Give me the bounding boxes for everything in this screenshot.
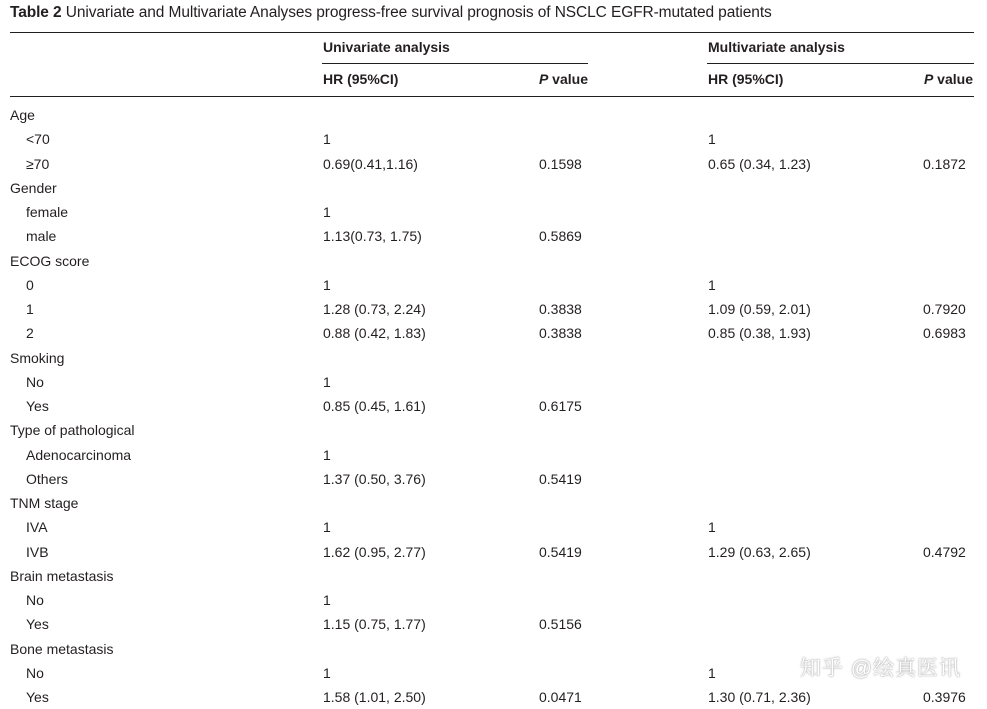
univariate-hr-cell: 0.85 (0.45, 1.61) [323,398,426,414]
row-label: 2 [26,325,34,341]
univariate-p-cell: 0.5419 [539,544,582,560]
row-label: Yes [26,398,49,414]
top-rule [10,32,974,33]
univariate-hr-cell: 1.58 (1.01, 2.50) [323,689,426,705]
multivariate-hr-cell: 1 [708,131,716,147]
univariate-p-cell: 0.5419 [539,471,582,487]
multivariate-hr-cell: 1 [708,519,716,535]
p-italic: P [923,71,934,87]
univariate-p-cell: 0.5156 [539,616,582,632]
p-rest: value [548,71,588,87]
row-label: Smoking [10,350,65,366]
table-caption [10,4,772,22]
watermark: 知乎 @绘真医讯 [799,657,961,680]
row-label: No [26,665,44,681]
row-label: IVB [26,544,49,560]
univariate-p-header [539,70,588,88]
row-label: Bone metastasis [10,641,114,657]
univariate-p-cell: 0.3838 [539,301,582,317]
univariate-hr-cell: 1 [323,447,331,463]
row-label: Others [26,471,69,487]
multivariate-hr-cell: 0.85 (0.38, 1.93) [708,325,811,341]
row-label: Brain metastasis [10,568,114,584]
univariate-hr-cell: 1.13(0.73, 1.75) [323,228,422,244]
multivariate-hr-cell: 1.30 (0.71, 2.36) [708,689,811,705]
univariate-hr-cell: 1.62 (0.95, 2.77) [323,544,426,560]
multivariate-header: Multivariate analysis [708,39,845,55]
univariate-hr-cell: 1 [323,131,331,147]
univariate-hr-cell: 0.69(0.41,1.16) [323,156,418,172]
univariate-hr-cell: 1 [323,204,331,220]
multivariate-p-cell: 0.4792 [923,544,966,560]
table-caption-label: Table 2 [10,4,62,21]
univariate-hr-header: HR (95%CI) [323,71,399,87]
row-label: female [26,204,69,220]
multivariate-hr-header: HR (95%CI) [708,71,784,87]
multivariate-span-rule [707,63,974,64]
row-label: TNM stage [10,495,79,511]
univariate-header: Univariate analysis [323,39,450,55]
multivariate-hr-cell: 1.09 (0.59, 2.01) [708,301,811,317]
row-label: male [26,228,57,244]
univariate-p-cell: 0.5869 [539,228,582,244]
multivariate-p-cell: 0.3976 [923,689,966,705]
univariate-hr-cell: 1 [323,374,331,390]
multivariate-p-header [924,70,973,88]
univariate-hr-cell: 1.28 (0.73, 2.24) [323,301,426,317]
row-label: Gender [10,180,57,196]
univariate-hr-cell: 1.37 (0.50, 3.76) [323,471,426,487]
p-italic: P [538,71,549,87]
row-label: Yes [26,689,49,705]
row-label: ≥70 [26,156,50,172]
row-label: IVA [26,519,48,535]
row-label: ECOG score [10,253,90,269]
multivariate-hr-cell: 1 [708,277,716,293]
header-bottom-rule [10,96,974,97]
univariate-p-cell: 0.6175 [539,398,582,414]
multivariate-p-cell: 0.1872 [923,156,966,172]
p-rest: value [933,71,973,87]
univariate-p-cell: 0.3838 [539,325,582,341]
row-label: 0 [26,277,34,293]
univariate-span-rule [322,63,588,64]
row-label: Type of pathological [10,422,135,438]
row-label: No [26,592,44,608]
row-label: Age [10,107,35,123]
row-label: No [26,374,44,390]
univariate-hr-cell: 1.15 (0.75, 1.77) [323,616,426,632]
univariate-hr-cell: 1 [323,592,331,608]
univariate-p-cell: 0.1598 [539,156,582,172]
table-caption-text: Univariate and Multivariate Analyses progress-free survival prognosis of NSCLC EGFR-mutated patients [65,4,772,21]
univariate-p-cell: 0.0471 [539,689,582,705]
row-label: <70 [26,131,50,147]
multivariate-p-cell: 0.7920 [923,301,966,317]
row-label: Yes [26,616,49,632]
univariate-hr-cell: 1 [323,519,331,535]
multivariate-p-cell: 0.6983 [923,325,966,341]
row-label: 1 [26,301,34,317]
univariate-hr-cell: 1 [323,665,331,681]
univariate-hr-cell: 0.88 (0.42, 1.83) [323,325,426,341]
multivariate-hr-cell: 1 [708,665,716,681]
row-label: Adenocarcinoma [26,447,132,463]
multivariate-hr-cell: 1.29 (0.63, 2.65) [708,544,811,560]
univariate-hr-cell: 1 [323,277,331,293]
multivariate-hr-cell: 0.65 (0.34, 1.23) [708,156,811,172]
